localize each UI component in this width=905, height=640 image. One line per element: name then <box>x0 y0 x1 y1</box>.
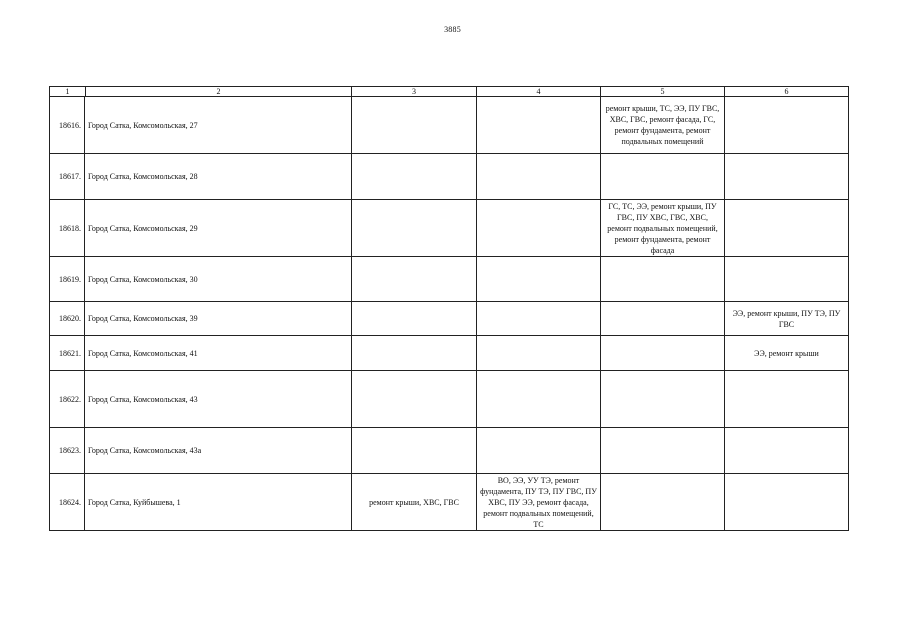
row-col5 <box>601 371 725 428</box>
row-address: Город Сатка, Комсомольская, 41 <box>85 336 352 371</box>
row-col6: ЭЭ, ремонт крыши, ПУ ТЭ, ПУ ГВС <box>725 302 849 336</box>
page-number: 3885 <box>444 25 461 34</box>
row-col5 <box>601 474 725 531</box>
row-col6 <box>725 474 849 531</box>
row-col6 <box>725 97 849 154</box>
row-number: 18624. <box>50 474 85 531</box>
table-header-row <box>50 87 849 97</box>
row-col5: ГС, ТС, ЭЭ, ремонт крыши, ПУ ГВС, ПУ ХВС, ГВС, ХВС, ремонт подвальных помещений, ремонт фундамента, ремонт фасада <box>601 200 725 257</box>
row-number: 18621. <box>50 336 85 371</box>
row-address: Город Сатка, Куйбышева, 1 <box>85 474 352 531</box>
row-col3 <box>352 200 477 257</box>
row-col4 <box>477 302 601 336</box>
row-col4 <box>477 200 601 257</box>
table-row <box>50 257 849 302</box>
row-col3 <box>352 257 477 302</box>
row-col6 <box>725 371 849 428</box>
row-number: 18617. <box>50 154 85 200</box>
row-col3 <box>352 302 477 336</box>
column-header-1: 1 <box>50 87 86 96</box>
row-address: Город Сатка, Комсомольская, 43а <box>85 428 352 474</box>
column-header-5: 5 <box>601 87 725 97</box>
row-col6 <box>725 200 849 257</box>
row-col5 <box>601 336 725 371</box>
table-row <box>50 200 849 257</box>
table-row <box>50 97 849 154</box>
row-col5 <box>601 302 725 336</box>
column-header-4: 4 <box>477 87 601 97</box>
row-address: Город Сатка, Комсомольская, 30 <box>85 257 352 302</box>
row-col3 <box>352 371 477 428</box>
row-col6: ЭЭ, ремонт крыши <box>725 336 849 371</box>
row-address: Город Сатка, Комсомольская, 27 <box>85 97 352 154</box>
row-address: Город Сатка, Комсомольская, 29 <box>85 200 352 257</box>
row-col6 <box>725 154 849 200</box>
row-col5 <box>601 257 725 302</box>
column-header-6: 6 <box>725 87 849 97</box>
row-col4 <box>477 336 601 371</box>
row-address: Город Сатка, Комсомольская, 28 <box>85 154 352 200</box>
row-col4 <box>477 257 601 302</box>
row-col4 <box>477 97 601 154</box>
row-number: 18619. <box>50 257 85 302</box>
table-row <box>50 154 849 200</box>
row-col4 <box>477 371 601 428</box>
row-col4: ВО, ЭЭ, УУ ТЭ, ремонт фундамента, ПУ ТЭ, ПУ ГВС, ПУ ХВС, ПУ ЭЭ, ремонт фасада, ремонт подвальных помещений, ТС <box>477 474 601 531</box>
row-col3: ремонт крыши, ХВС, ГВС <box>352 474 477 531</box>
row-address: Город Сатка, Комсомольская, 39 <box>85 302 352 336</box>
row-col5 <box>601 154 725 200</box>
row-number: 18618. <box>50 200 85 257</box>
table-row <box>50 302 849 336</box>
row-col4 <box>477 154 601 200</box>
row-col3 <box>352 154 477 200</box>
row-col4 <box>477 428 601 474</box>
row-number: 18616. <box>50 97 85 154</box>
table-row <box>50 428 849 474</box>
row-col3 <box>352 428 477 474</box>
row-number: 18623. <box>50 428 85 474</box>
row-address: Город Сатка, Комсомольская, 43 <box>85 371 352 428</box>
table-row <box>50 336 849 371</box>
row-col5: ремонт крыши, ТС, ЭЭ, ПУ ГВС, ХВС, ГВС, ремонт фасада, ГС, ремонт фундамента, ремонт подвальных помещений <box>601 97 725 154</box>
table-row <box>50 474 849 531</box>
row-col6 <box>725 257 849 302</box>
row-col3 <box>352 97 477 154</box>
row-number: 18622. <box>50 371 85 428</box>
column-header-2: 2 <box>216 87 221 96</box>
row-col6 <box>725 428 849 474</box>
column-header-3: 3 <box>352 87 477 97</box>
works-table <box>49 86 849 531</box>
column-header-1-2 <box>50 87 352 97</box>
table-row <box>50 371 849 428</box>
row-col5 <box>601 428 725 474</box>
row-col3 <box>352 336 477 371</box>
row-number: 18620. <box>50 302 85 336</box>
